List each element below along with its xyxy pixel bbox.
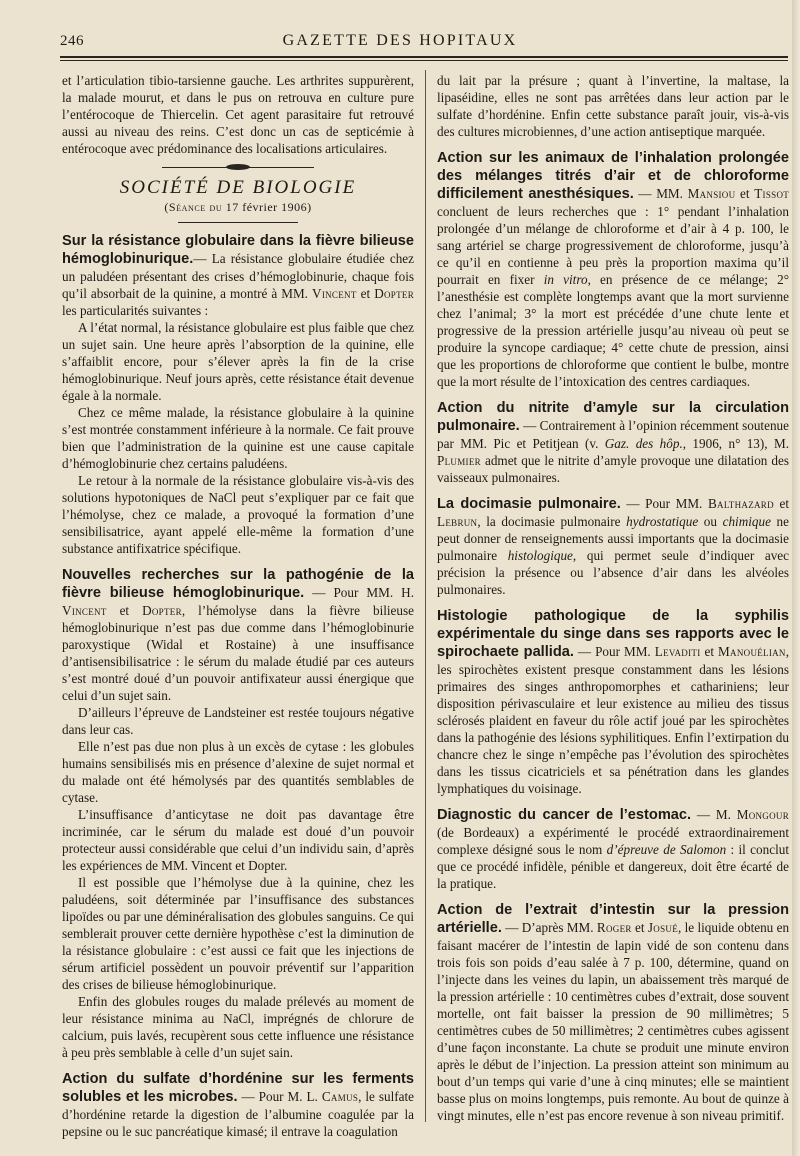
paragraph: A l’état normal, la résistance globulaire est plus faible que chez un sujet sain. Une heure après l’absorption de la quinine, elle s’affaiblit encore, pour s’élever après la fin de la crise hémoglobinurique. Neuf jours après, cette résistance était devenue égale à la normale. <box>62 320 414 403</box>
paragraph: Le retour à la normale de la résistance globulaire vis-à-vis des solutions hypotoniques de NaCl peut s’expliquer par ce fait que l’hémolyse, chez ce malade, a provoqué la formation d’une sensibilisatrice, ayant appelé elle-même la formation d’une substance antifixatrice spécifique. <box>62 473 414 556</box>
article-cancer-estomac: Diagnostic du cancer de l’estomac. — M. Mongour (de Bordeaux) a expérimenté le procédé extraordinairement complexe désigné sous le nom d’épreuve de Salomon : il conclut que ce procédé infidèle, pénible et dangereux, doit être écarté de la pratique. <box>437 807 790 891</box>
author-name: Levaditi <box>654 644 701 659</box>
author-name: Tissot <box>754 186 790 201</box>
article-title: Histologie pathologique de la syphilis expérimentale du singe dans ses rapports avec le spirochaete pallida. <box>437 608 789 660</box>
paragraph: L’insuffisance d’anticytase ne doit pas davantage être incriminée, car le sérum du malade est doué d’un pouvoir protecteur aussi considérable que celui d’un individu sain, d’après les expériences de MM. Vincent et Dopter. <box>62 807 414 873</box>
section-title-rule <box>178 222 298 223</box>
section-title: SOCIÉTÉ DE BIOLOGIE <box>119 177 357 198</box>
left-column <box>62 72 414 1140</box>
separator-ornament <box>62 163 414 171</box>
page-number: 246 <box>60 33 84 49</box>
article-resistance-globulaire: Sur la résistance globulaire dans la fièvre bilieuse hémoglobinurique.— La résistance globulaire étudiée chez un paludéen présentant des crises d’hémoglobinurie, chaque fois qu’il absorbait de la quinine, a montré à MM. Vincent et Dopter les particularités suivantes : A l’état normal, la résistance globulaire est plus faible que chez un sujet sain. Une heure après l’absorption de la quinine, elle s’affaiblit encore, pour s’élever après la fin de la crise hémoglobinurique. Neuf jours après, cette résistance était devenue égale à la normale. Chez ce même malade, la résistance globulaire à la quinine s’est montrée constamment inférieure à la normale. Ce fait prouve bien que l’administration de la quinine est une cause capitale d’hémoglobinurie chez certains paludéens. Le retour à la normale de la résistance globulaire vis-à-vis des solutions hypotoniques de NaCl peut s’expliquer par ce fait que l’hémolyse, chez ce malade, a provoqué la formation d’une sensibilisatrice, ayant appelé elle-même la formation d’une substance antifixatrice spécifique. <box>62 233 415 556</box>
author-name: Manouélian <box>718 644 786 659</box>
paragraph: Chez ce même malade, la résistance globulaire à la quinine s’est montrée constamment inférieure à la normale. Ce fait prouve bien que l’administration de la quinine est une cause capitale d’hémoglobinurie chez certains paludéens. <box>62 405 414 471</box>
author-name: Mongour <box>736 807 790 822</box>
right-column <box>437 72 789 1124</box>
paragraph: Elle n’est pas due non plus à un excès de cytase : les globules humains sensibilisés mis en présence d’alexine de sujet normal et du malade ont été hémolysés par des quantités semblables de cytase. <box>62 739 414 805</box>
column-divider <box>425 70 426 1122</box>
author-name: Josué <box>647 920 678 935</box>
author-name: Camus <box>321 1089 359 1104</box>
article-title: Action du nitrite d’amyle sur la circulation pulmonaire. <box>437 400 789 434</box>
author-name: Mansiou <box>687 186 736 201</box>
article-title: Nouvelles recherches sur la pathogénie de la fièvre bilieuse hémoglobinurique. <box>62 567 414 601</box>
author-name: Dopter <box>374 286 415 301</box>
article-title: Diagnostic du cancer de l’estomac. <box>437 807 692 823</box>
article-docimasie: La docimasie pulmonaire. — Pour MM. Balthazard et Lebrun, la docimasie pulmonaire hydrostatique ou chimique ne peut donner de renseignements aussi importants que la docimasie pulmonaire histologique, qui permet seule d’indiquer avec précision la présence ou l’absence d’air dans les alvéoles pulmonaires. <box>437 496 790 597</box>
article-title: La docimasie pulmonaire. <box>437 496 621 512</box>
article-pathogenie: Nouvelles recherches sur la pathogénie de la fièvre bilieuse hémoglobinurique. — Pour MM. H. Vincent et Dopter, l’hémolyse dans la fièvre bilieuse hémoglobinurique n’est pas due comme dans l’hémoglobinurie paroxystique (Widal et Rostaine) à une insuffisance d’antisensibilisatrice : le sérum du malade étudié par ces auteurs s’est montré doué d’un pouvoir antifixateur aussi énergique que celui d’un sujet sain. D’ailleurs l’épreuve de Landsteiner est restée toujours négative dans leur cas. Elle n’est pas due non plus à un excès de cytase : les globules humains sensibilisés mis en présence d’alexine de sujet normal et du malade ont été hémolysés par des quantités semblables de cytase. L’insuffisance d’anticytase ne doit pas davantage être incriminée, car le sérum du malade est doué d’un pouvoir protecteur aussi considérable que celui d’un individu sain, d’après les expériences de MM. Vincent et Dopter. Il est possible que l’hémolyse due à la quinine, chez les paludéens, soit déterminée par l’insuffisance des substances lipoïdes ou par une déminéralisation des globules sanguins. Ce qui semblerait prouver cette dernière hypothèse c’est la diminution de la résistance globulaire : c’est aussi ce fait que les injections de sérum artificiel possèdent un pouvoir préventif sur l’apparition des crises de bilieuse hémoglobinurique. Enfin des globules rouges du malade prélevés au moment de leur résistance minima au NaCl, imprégnés de chlorure de calcium, puis lavés, recupèrent sous cette influence une résistance à peu près semblable à celle d’un sujet sain. <box>62 567 414 1060</box>
article-title: Sur la résistance globulaire dans la fièvre bilieuse hémoglobinurique. <box>62 233 414 267</box>
article-title: Action sur les animaux de l’inhalation prolongée des mélanges titrés d’air et de chloroforme difficilement anesthésiques. <box>437 150 789 202</box>
author-name: Plumier <box>437 453 481 468</box>
author-name: Roger <box>596 920 632 935</box>
running-header: GAZETTE DES HOPITAUX <box>282 32 518 49</box>
section-date-value: 17 février 1906) <box>225 200 312 214</box>
paragraph: Il est possible que l’hémolyse due à la quinine, chez les paludéens, soit déterminée par l’insuffisance des substances lipoïdes ou par une déminéralisation des globules sanguins. Ce qui semblerait prouver cette dernière hypothèse c’est la diminution de la résistance globulaire : c’est aussi ce fait que les injections de sérum artificiel possèdent un pouvoir préventif sur l’apparition des crises de bilieuse hémoglobinurique. <box>62 875 414 992</box>
section-date <box>62 199 414 216</box>
article-chloroforme: Action sur les animaux de l’inhalation prolongée des mélanges titrés d’air et de chloroforme difficilement anesthésiques. — MM. Mansiou et Tissot concluent de leurs recherches que : 1° pendant l’inhalation prolongée d’un mélange de chloroforme et d’air à 4 p. 100, le sang artériel se charge progressivement de chloroforme, jusqu’à ce qu’il en contienne à peu près la proportion maxima qu’il pourrait en fixer in vitro, en présence de ce mélange; 2° l’anesthésie est complète longtemps avant que la mort survienne chez l’animal; 3° la mort est précédée d’une chute lente et progressive de la pression artérielle jusqu’au niveau où peut se produire la syncope cardiaque; 4° cette chute de pression, ainsi que les proportions de chloroforme que contient le bulbe, montre que la mort résulte de l’intoxication des centres cardiaques. <box>437 150 790 389</box>
article-syphilis: Histologie pathologique de la syphilis expérimentale du singe dans ses rapports avec le spirochaete pallida. — Pour MM. Levaditi et Manouélian, les spirochètes existent presque constamment dans les lésions primaires des singes anthropomorphes et cathariniens; leur disposition périvasculaire et leur existence au milieu des tissus sclérosés plaident en faveur du rôle actif joué par les spirochètes dans la pathogénie des lésions syphilitiques. Enfin l’extirpation du chancre chez le singe n’empêche pas l’évolution des spirochètes dans les tissus cicatriciels et sa pénétration dans les glandes lymphatiques du voisinage. <box>437 608 790 796</box>
paragraph: D’ailleurs l’épreuve de Landsteiner est restée toujours négative dans leur cas. <box>62 705 414 737</box>
section-date-prefix: (Séance du <box>164 200 223 214</box>
paragraph: Enfin des globules rouges du malade prélevés au moment de leur résistance minima au NaCl, imprégnés de chlorure de calcium, puis lavés, recupèrent sous cette influence une résistance à peu près semblable à celle d’un sujet sain. <box>62 994 414 1060</box>
author-name: Vincent <box>312 286 357 301</box>
article-extrait-intestin: Action de l’extrait d’intestin sur la pression artérielle. — D’après MM. Roger et Josué, le liquide obtenu en faisant macérer de l’intestin de lapin vidé de son contenu dans trois fois son poids d’eau salée à 7 p. 100, détermine, quand on l’injecte dans les veines du lapin, un abaissement très marqué de la pression artérielle : 10 centimètres cubes d’extrait, dose souvent mortelle, ont fait baisser la pression de 90 millimètres; 5 centimètres cubes de 50 millimètres; 2 centimètres cubes agissent d’une façon inconstante. La chute se produit une minute environ après le début de l’injection. La pression atteint son minimum au bout d’un temps qui varie d’une à cinq minutes; elle se maintient basse plus on moins longtemps, puis remonte. Au bout de quinze à vingt minutes, elle n’est pas encore revenue à son niveau primitif. <box>437 902 790 1123</box>
intro-paragraph: et l’articulation tibio-tarsienne gauche. Les arthrites suppurèrent, la malade mourut, et dans le pus on retrouva en culture pure l’entérocoque de Thiercelin. Cet agent parasitaire fut retrouvé aussi au niveau des reins. C’est donc un cas de septicémie à entérocoque avec prédominance des localisations articulaires. <box>62 73 414 156</box>
article-title: Action de l’extrait d’intestin sur la pression artérielle. <box>437 902 789 936</box>
header-rule-thick <box>60 56 788 58</box>
author-name: Lebrun <box>437 514 478 529</box>
header-rule-thin <box>60 60 788 61</box>
author-name: Balthazard <box>707 496 774 511</box>
author-name: Vincent <box>62 603 107 618</box>
author-name: Dopter <box>142 603 182 618</box>
article-hordenine: Action du sulfate d’hordénine sur les ferments solubles et les microbes. — Pour M. L. Camus, le sulfate d’hordénine retarde la digestion de l’albumine coagulée par la pepsine ou le suc pancréatique kimasé; il entrave la coagulation <box>62 1071 415 1139</box>
continued-paragraph: du lait par la présure ; quant à l’invertine, la maltase, la lipaséidine, elles ne sont pas arrêtées dans leur action par le sulfate d’hordénine. Enfin cette substance paraît jouir, vis-à-vis des cultures microbiennes, d’une action antiseptique marquée. <box>437 73 789 139</box>
article-nitrite-amyle: Action du nitrite d’amyle sur la circulation pulmonaire. — Contrairement à l’opinion récemment soutenue par MM. Pic et Petitjean (v. Gaz. des hôp., 1906, n° 13), M. Plumier admet que le nitrite d’amyle provoque une dilatation des vaisseaux pulmonaires. <box>437 400 790 485</box>
article-title: Action du sulfate d’hordénine sur les ferments solubles et les microbes. <box>62 1071 414 1105</box>
page-edge <box>792 0 800 1156</box>
